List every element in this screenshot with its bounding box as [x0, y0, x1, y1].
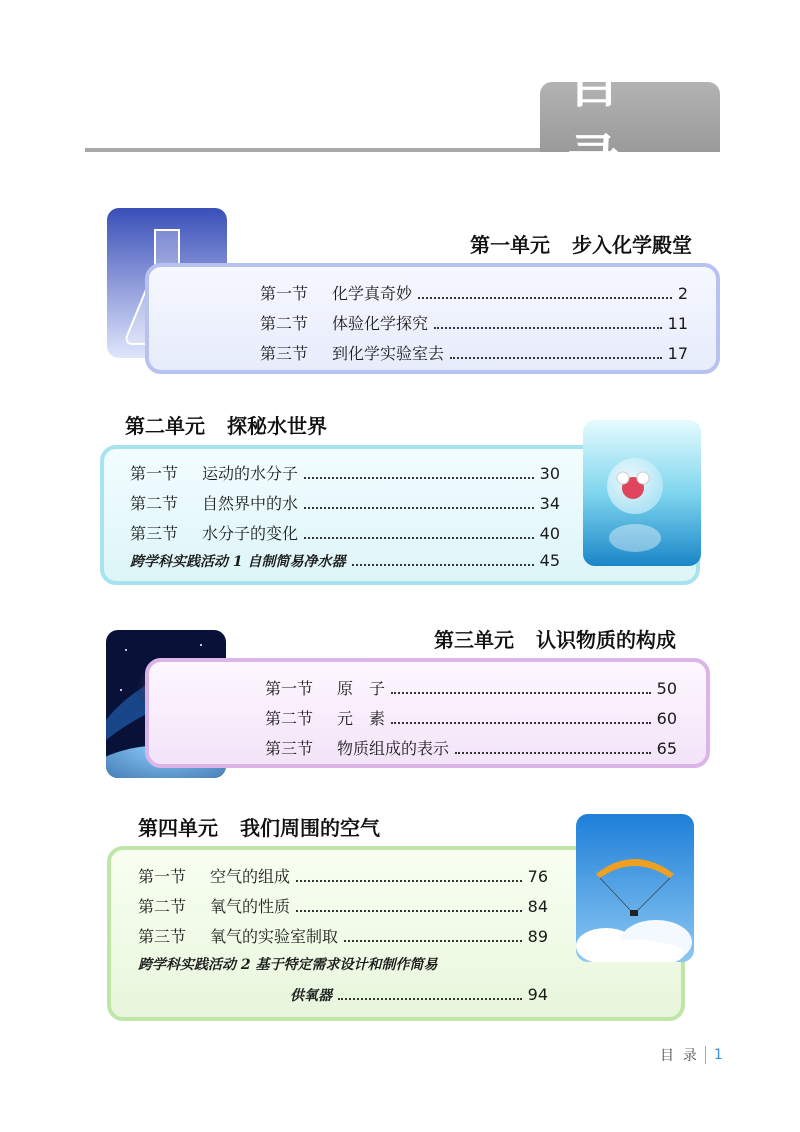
page-number: 84: [527, 897, 548, 916]
toc-entry[interactable]: [130, 461, 560, 484]
water-molecule-image: [583, 420, 701, 566]
toc-entry[interactable]: [260, 311, 688, 334]
page-footer: [660, 1045, 723, 1065]
dot-leader: [391, 722, 651, 724]
unit-3-number: 第三单元: [434, 628, 514, 652]
page-number: 30: [539, 464, 560, 483]
unit-4-number: 第四单元: [138, 816, 218, 840]
dot-leader: [338, 998, 522, 1000]
toc-entry[interactable]: [138, 864, 548, 887]
section-label: 第三节: [130, 524, 179, 543]
toc-activity-entry[interactable]: [130, 551, 560, 571]
section-label: 第三节: [260, 344, 309, 363]
section-label: 第二节: [260, 314, 309, 333]
section-name: 空气的组成: [210, 867, 291, 886]
unit-2-subtitle: 探秘水世界: [227, 414, 327, 438]
dot-leader: [296, 880, 522, 882]
unit-1-title: [470, 229, 692, 258]
unit-2-title: [125, 410, 327, 439]
unit-1-number: 第一单元: [470, 233, 550, 257]
section-label: 第三节: [265, 739, 314, 758]
section-label: 第一节: [265, 679, 314, 698]
section-label: 第二节: [130, 494, 179, 513]
section-name: 自然界中的水: [202, 494, 299, 513]
unit-4-title: [138, 812, 380, 841]
footer-label: 目 录: [660, 1048, 697, 1064]
dot-leader: [455, 752, 651, 754]
page-number: 65: [656, 739, 677, 758]
toc-activity-entry-continued[interactable]: [290, 985, 548, 1005]
section-label: 第二节: [138, 897, 187, 916]
section-name: 体验化学探究: [332, 314, 429, 333]
page-number: 50: [656, 679, 677, 698]
toc-entry[interactable]: [138, 894, 548, 917]
dot-leader: [450, 357, 662, 359]
activity-name: 跨学科实践活动 1 自制简易净水器: [130, 554, 346, 570]
section-label: 第一节: [260, 284, 309, 303]
dot-leader: [296, 910, 522, 912]
dot-leader: [352, 564, 534, 566]
section-name: 水分子的变化: [202, 524, 299, 543]
dot-leader: [304, 507, 534, 509]
toc-entry[interactable]: [260, 281, 688, 304]
footer-page-number: 1: [713, 1047, 723, 1063]
section-name: 元 素: [337, 709, 386, 728]
page-number: 11: [667, 314, 688, 333]
toc-entry[interactable]: [265, 676, 677, 699]
toc-entry[interactable]: [260, 341, 688, 364]
page-number: 40: [539, 524, 560, 543]
unit-2-number: 第二单元: [125, 414, 205, 438]
toc-entry[interactable]: [265, 736, 677, 759]
toc-entry[interactable]: [130, 521, 560, 544]
page-number: 76: [527, 867, 548, 886]
dot-leader: [344, 940, 522, 942]
footer-separator: [705, 1046, 706, 1064]
toc-entry[interactable]: [138, 924, 548, 947]
dot-leader: [418, 297, 672, 299]
section-name: 运动的水分子: [202, 464, 299, 483]
activity-name: 跨学科实践活动 2 基于特定需求设计和制作简易: [138, 957, 438, 973]
unit-1-subtitle: 步入化学殿堂: [572, 233, 692, 257]
dot-leader: [304, 537, 534, 539]
section-name: 原 子: [337, 679, 386, 698]
unit-3-title: [434, 624, 676, 653]
section-label: 第二节: [265, 709, 314, 728]
toc-activity-entry[interactable]: [138, 954, 548, 974]
section-name: 物质组成的表示: [337, 739, 450, 758]
page-number: 45: [539, 551, 560, 570]
dot-leader: [391, 692, 651, 694]
section-name: 氧气的实验室制取: [210, 927, 339, 946]
page-number: 60: [656, 709, 677, 728]
unit-3-subtitle: 认识物质的构成: [536, 628, 676, 652]
section-label: 第一节: [138, 867, 187, 886]
paraglider-image: [576, 814, 694, 962]
activity-name-continued: 供氧器: [290, 988, 332, 1004]
section-name: 到化学实验室去: [332, 344, 445, 363]
page-number: 2: [677, 284, 688, 303]
page-title: 目 录: [568, 55, 649, 190]
unit-4-subtitle: 我们周围的空气: [240, 816, 380, 840]
dot-leader: [304, 477, 534, 479]
page-number: 34: [539, 494, 560, 513]
section-label: 第三节: [138, 927, 187, 946]
page-number: 89: [527, 927, 548, 946]
title-tab: [540, 55, 720, 190]
section-name: 氧气的性质: [210, 897, 291, 916]
toc-entry[interactable]: [130, 491, 560, 514]
toc-entry[interactable]: [265, 706, 677, 729]
section-label: 第一节: [130, 464, 179, 483]
section-name: 化学真奇妙: [332, 284, 413, 303]
page-number: 17: [667, 344, 688, 363]
dot-leader: [434, 327, 662, 329]
page-number: 94: [527, 985, 548, 1004]
